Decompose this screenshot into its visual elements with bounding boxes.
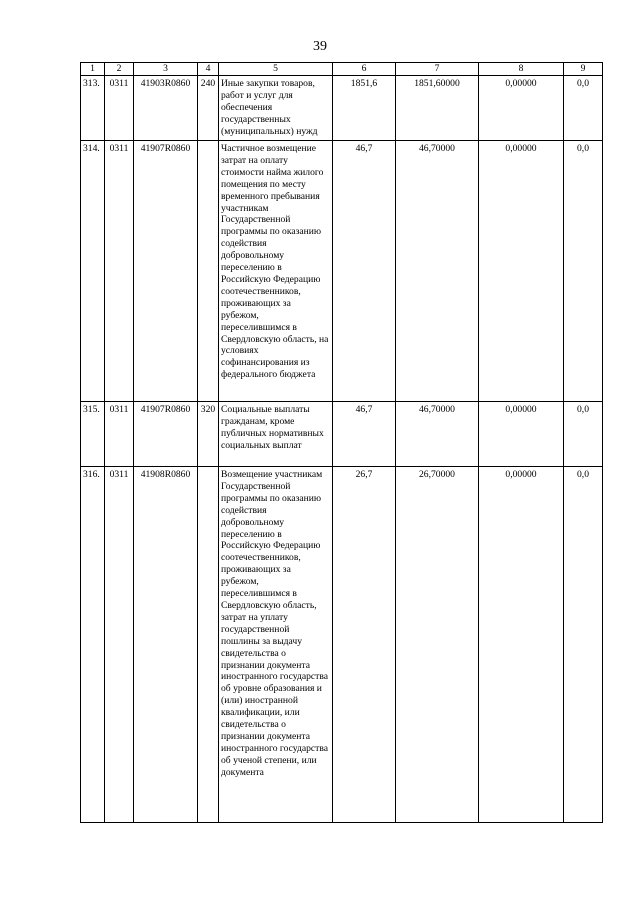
section-code: 0311	[105, 141, 134, 402]
table-row	[81, 402, 603, 467]
header-cell: 5	[219, 63, 333, 76]
expense-type-code: 320	[198, 402, 219, 467]
row-number: 316.	[81, 467, 105, 823]
row-number: 315.	[81, 402, 105, 467]
target-code: 41908R0860	[134, 467, 198, 823]
table-row	[81, 141, 603, 402]
amount-other: 0,00000	[479, 76, 564, 141]
target-code: 41907R0860	[134, 141, 198, 402]
expense-type-code: 240	[198, 76, 219, 141]
section-code: 0311	[105, 76, 134, 141]
item-name: Частичное возмещение затрат на оплату стоимости найма жилого помещения по месту временного пребывания участникам Государственной программы по оказанию содействия добровольному переселению в Российскую Федерацию соотечественников, проживающих за рубежом, переселившимся в Свердловскую область, на условиях софинансирования из федерального бюджета	[219, 141, 333, 402]
amount-other: 0,00000	[479, 402, 564, 467]
header-cell: 7	[396, 63, 479, 76]
percent: 0,0	[564, 467, 603, 823]
amount-other: 0,00000	[479, 141, 564, 402]
amount-total: 26,70000	[396, 467, 479, 823]
section-code: 0311	[105, 467, 134, 823]
expense-type-code	[198, 467, 219, 823]
amount-total: 46,70000	[396, 141, 479, 402]
header-cell: 3	[134, 63, 198, 76]
table-row	[81, 76, 603, 141]
header-cell: 1	[81, 63, 105, 76]
amount: 46,7	[333, 402, 396, 467]
table-row	[81, 467, 603, 823]
item-name: Возмещение участникам Государственной программы по оказанию содействия добровольному переселению в Российскую Федерацию соотечественников, проживающих за рубежом, переселившимся в Свердловскую область, затрат на уплату государственной пошлины за выдачу свидетельства о признании документа иностранного государства об уровне образования и (или) иностранной квалификации, или свидетельства о признании документа иностранного государства об ученой степени, или документа	[219, 467, 333, 823]
header-cell: 4	[198, 63, 219, 76]
header-cell: 9	[564, 63, 603, 76]
page-number: 39	[313, 39, 327, 54]
expense-type-code	[198, 141, 219, 402]
header-cell: 6	[333, 63, 396, 76]
amount-total: 46,70000	[396, 402, 479, 467]
budget-table	[80, 62, 603, 823]
target-code: 41907R0860	[134, 402, 198, 467]
row-number: 313.	[81, 76, 105, 141]
amount: 46,7	[333, 141, 396, 402]
item-name: Социальные выплаты гражданам, кроме публичных нормативных социальных выплат	[219, 402, 333, 467]
header-cell: 2	[105, 63, 134, 76]
percent: 0,0	[564, 76, 603, 141]
amount-total: 1851,60000	[396, 76, 479, 141]
table-header-row	[81, 63, 603, 76]
row-number: 314.	[81, 141, 105, 402]
amount-other: 0,00000	[479, 467, 564, 823]
amount: 1851,6	[333, 76, 396, 141]
amount: 26,7	[333, 467, 396, 823]
item-name: Иные закупки товаров, работ и услуг для обеспечения государственных (муниципальных) нужд	[219, 76, 333, 141]
target-code: 41903R0860	[134, 76, 198, 141]
percent: 0,0	[564, 141, 603, 402]
header-cell: 8	[479, 63, 564, 76]
percent: 0,0	[564, 402, 603, 467]
section-code: 0311	[105, 402, 134, 467]
